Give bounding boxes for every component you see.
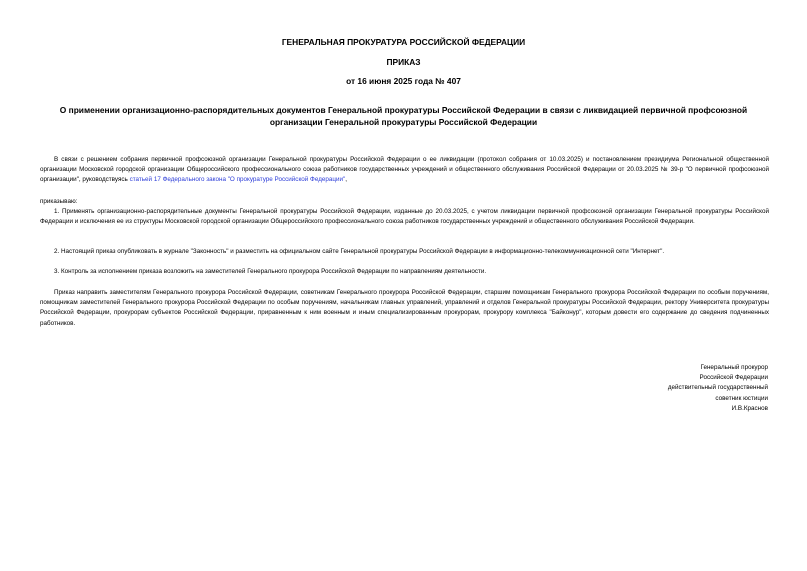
- signature-position: Генеральный прокурор: [700, 364, 768, 371]
- signature-block: [668, 363, 768, 414]
- signature-country: Российской Федерации: [699, 374, 768, 382]
- signature-rank-2: советник юстиции: [715, 394, 768, 402]
- preamble-paragraph: [40, 155, 769, 186]
- order-item-1: 1. Применять организационно-распорядительные документы Генеральной прокуратуры Российской Федерации, изданные до 20.03.2025, с учетом ликвидации первичной профсоюзной организации Генеральной прокуратуры Российской Федерации и исключения ее из структуры Московской городской организации Общероссийского профессионального союза работников государственных учреждений и общественного обслуживания Российской Федерации.: [40, 208, 769, 226]
- document-type: ПРИКАЗ: [386, 57, 421, 67]
- preamble-end: ,: [345, 176, 348, 184]
- signature-rank: действительный государственный: [667, 384, 768, 392]
- order-item-2: 2. Настоящий приказ опубликовать в журнале "Законность" и разместить на официальном сайте Генеральной прокуратуры Российской Федерации в информационно-телекоммуникационной сети "Интернет".: [54, 248, 665, 255]
- order-item-3: 3. Контроль за исполнением приказа возложить на заместителей Генерального прокурора Российской Федерации по направлениям деятельности.: [54, 268, 487, 275]
- signature-name: И.В.Краснов: [731, 404, 768, 412]
- organization-heading: ГЕНЕРАЛЬНАЯ ПРОКУРАТУРА РОССИЙСКОЙ ФЕДЕРАЦИИ: [281, 37, 526, 47]
- order-word: приказываю:: [40, 198, 78, 205]
- preamble-text: В связи с решением собрания первичной профсоюзной организации Генеральной прокуратуры Российской Федерации о ее ликвидации (протокол собрания от 10.03.2025) и постановлением президиума Региональной общественной организации Московской городской организации Общероссийского профессионального союза работников государственных учреждений и общественного обслуживания Российской Федерации от 20.03.2025 № 39-р "О первичной профсоюзной организации", руководствуясь: [40, 156, 769, 184]
- distribution-paragraph: Приказ направить заместителям Генерального прокурора Российской Федерации, советникам Генерального прокурора Российской Федерации, старшим помощникам Генерального прокурора Российской Федерации по особым поручениям, помощникам заместителей Генерального прокурора Российской Федерации по особым поручениям, начальникам главных управлений, управлений и отделов Генеральной прокуратуры Российской Федерации, ректору Университета прокуратуры Российской Федерации, прокурорам субъектов Российской Федерации, приравненным к ним военным и иным специализированным прокурорам, прокурору комплекса "Байконур", которым довести его содержание до сведения подчиненных работников.: [40, 289, 769, 327]
- law-article-link[interactable]: статьей 17 Федерального закона "О прокуратуре Российской Федерации": [129, 176, 346, 184]
- document-title: О применении организационно-распорядительных документов Генеральной прокуратуры Российской Федерации в связи с ликвидацией первичной профсоюзной организации Генеральной прокуратуры Российской Федерации: [59, 105, 748, 127]
- document-date-number: от 16 июня 2025 года № 407: [346, 76, 461, 86]
